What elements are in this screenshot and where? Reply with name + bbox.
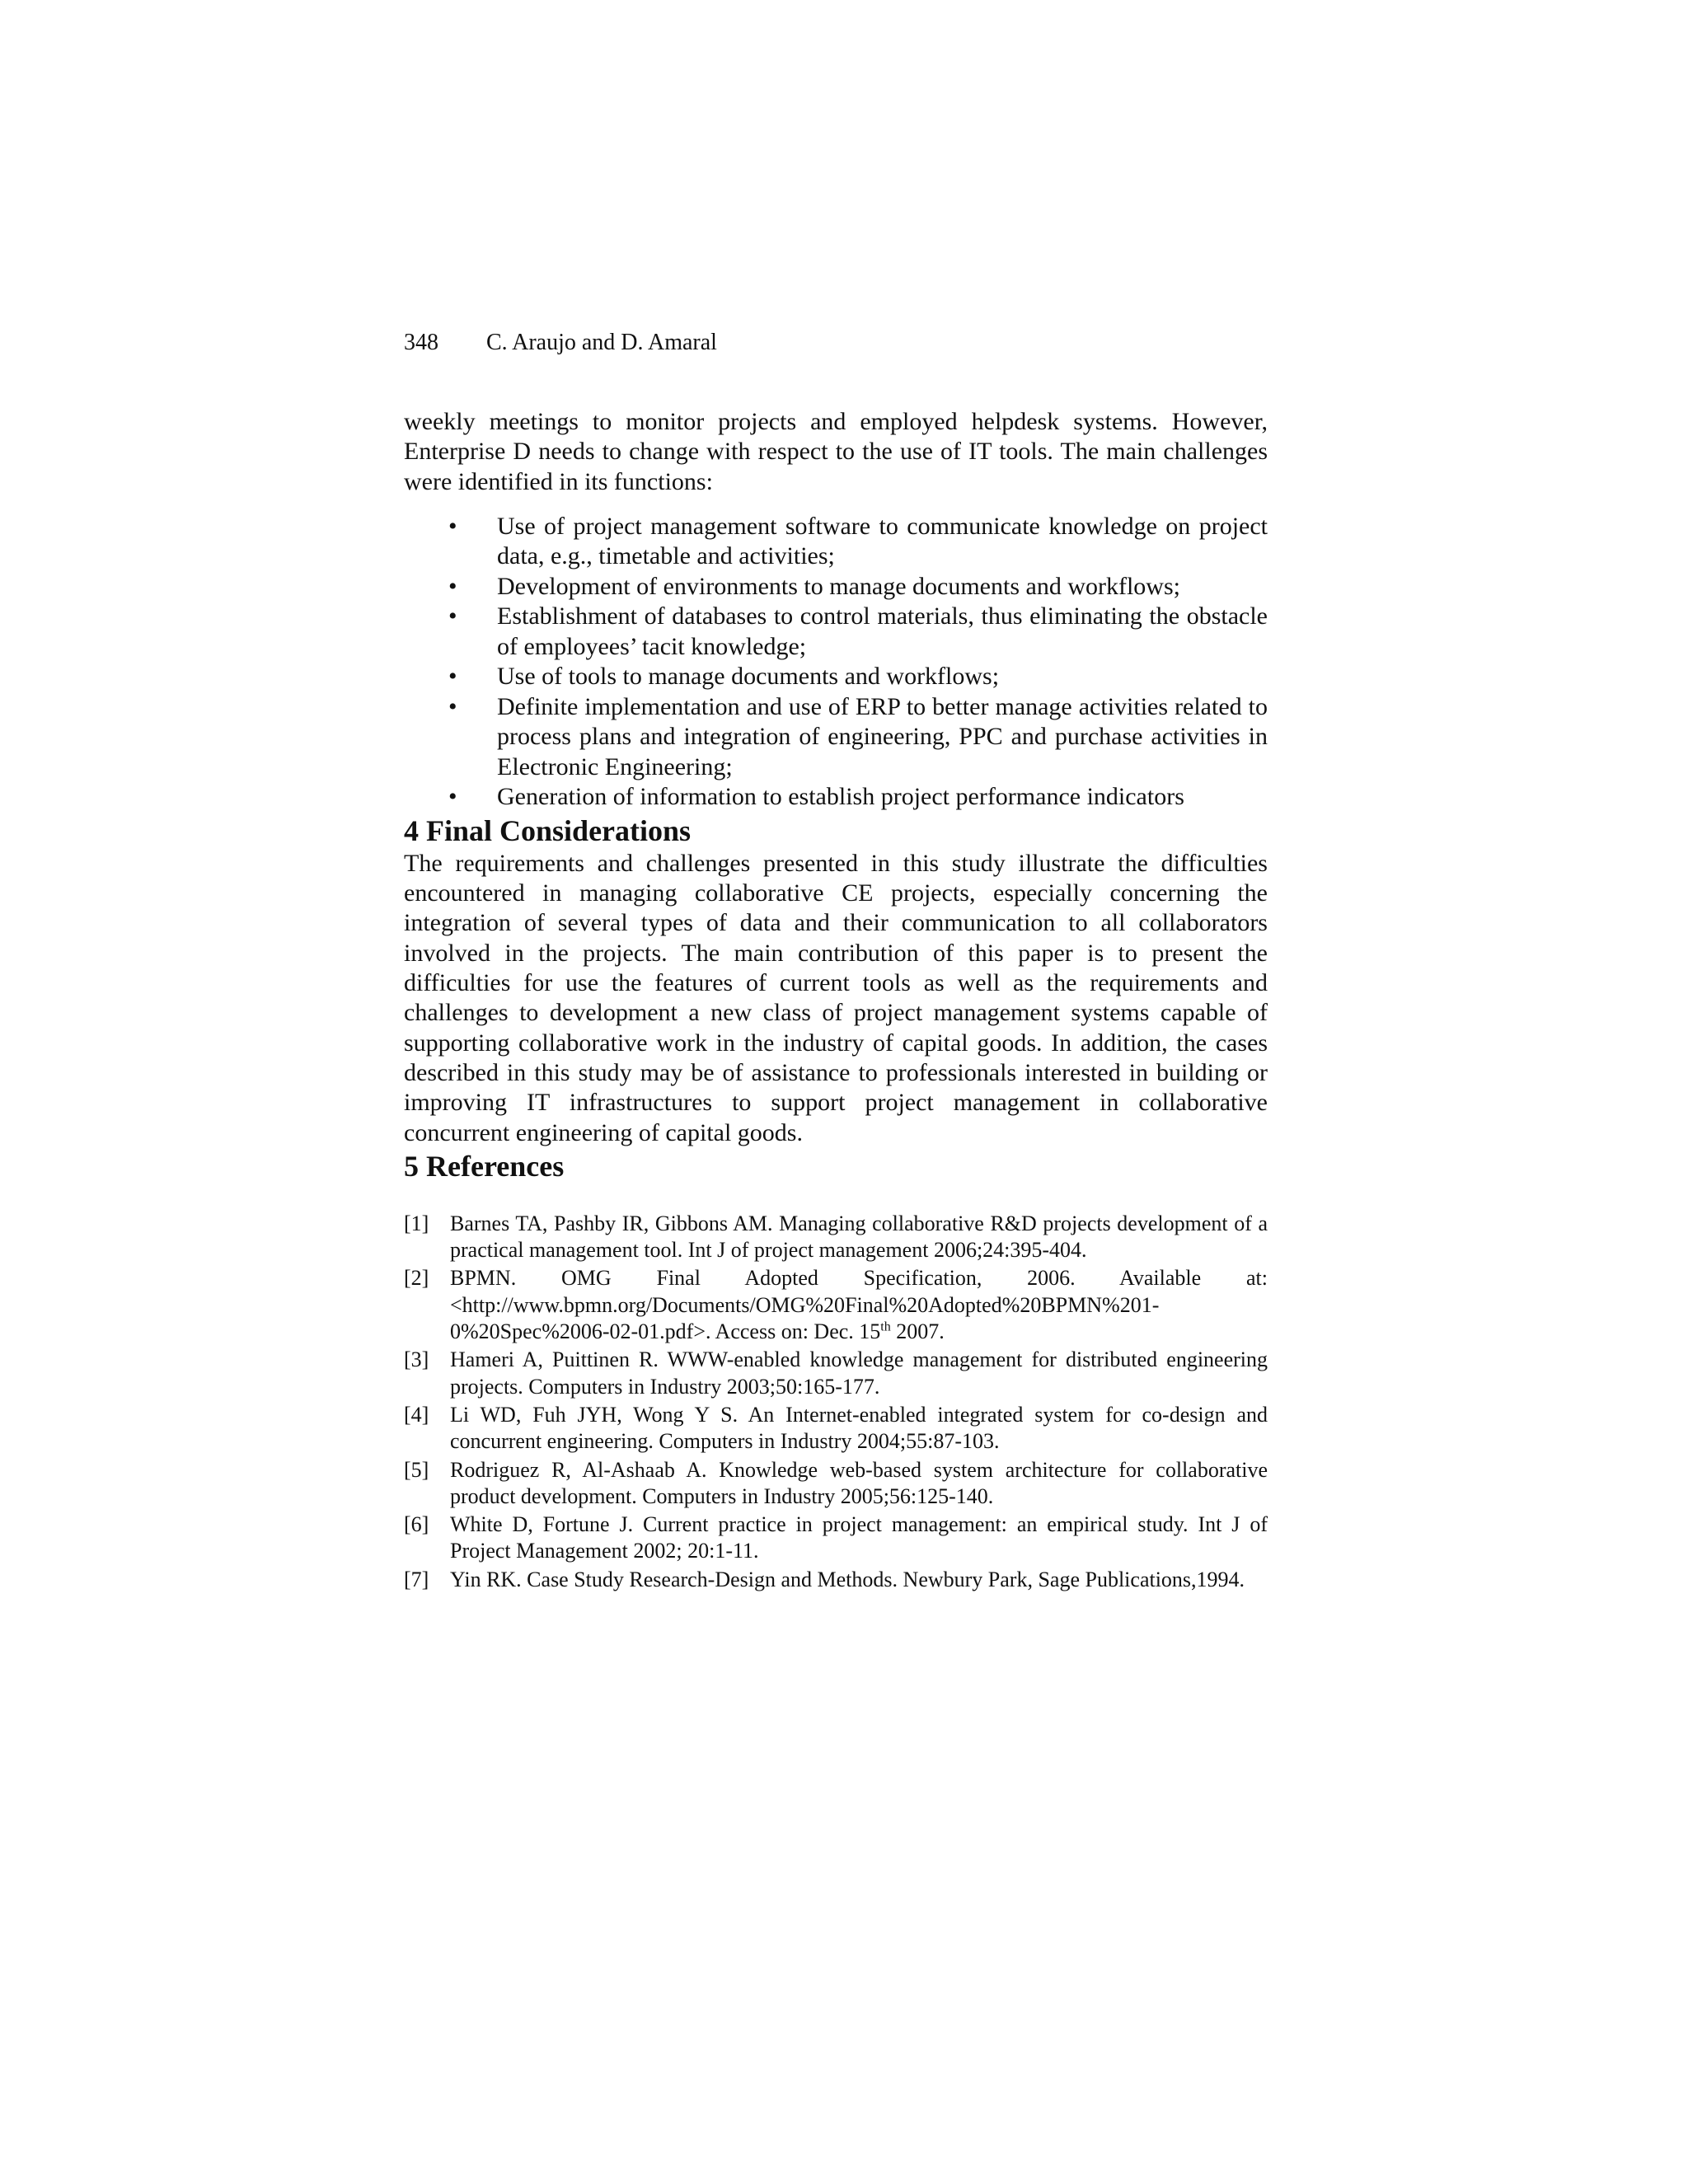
reference-item	[404, 1402, 1268, 1455]
challenges-list	[404, 512, 1268, 813]
reference-number: [6]	[404, 1512, 429, 1537]
list-item-text: Establishment of databases to control materials, thus eliminating the obstacle of employees’ tacit knowledge;	[497, 602, 1268, 660]
reference-text: Barnes TA, Pashby IR, Gibbons AM. Managing collaborative R&D projects development of a practical management tool. Int J of project management 2006;24:395-404.	[450, 1211, 1268, 1263]
list-item-text: Development of environments to manage documents and workflows;	[497, 572, 1180, 600]
section-heading-final-considerations: 4 Final Considerations	[404, 813, 692, 847]
reference-url: <http://www.bpmn.org/Documents/OMG%20Final%20Adopted%20BPMN%201-	[450, 1292, 1160, 1317]
reference-line: BPMN. OMG Final Adopted Specification, 2006. Available at:	[450, 1266, 1268, 1291]
bullet-icon: •	[448, 783, 457, 811]
reference-number: [5]	[404, 1457, 429, 1482]
list-item	[404, 692, 1268, 783]
reference-item	[404, 1457, 1268, 1511]
ordinal-suffix: th	[880, 1319, 891, 1334]
list-item	[404, 662, 1268, 692]
reference-item	[404, 1265, 1268, 1345]
list-item	[404, 782, 1268, 813]
section-heading-references: 5 References	[404, 1149, 565, 1183]
reference-number: [3]	[404, 1347, 429, 1372]
list-item-text: Definite implementation and use of ERP to better manage activities related to process plans and integration of engineering, PPC and purchase activities in Electronic Engineering;	[497, 692, 1268, 780]
reference-line: 0%20Spec%2006-02-01.pdf>. Access on: Dec. 15	[450, 1319, 881, 1344]
reference-text: Li WD, Fuh JYH, Wong Y S. An Internet-enabled integrated system for co-design and concurrent engineering. Computers in Industry 2004;55:87-103.	[450, 1402, 1268, 1454]
reference-number: [1]	[404, 1211, 429, 1235]
list-item	[404, 512, 1268, 572]
reference-item	[404, 1347, 1268, 1400]
reference-item	[404, 1567, 1268, 1593]
running-authors: C. Araujo and D. Amaral	[486, 330, 717, 355]
list-item	[404, 602, 1268, 662]
reference-number: [4]	[404, 1402, 429, 1427]
reference-list	[404, 1211, 1268, 1593]
list-item-text: Use of tools to manage documents and workflows;	[497, 663, 1000, 691]
bullet-icon: •	[448, 512, 457, 540]
reference-text	[450, 1265, 1268, 1345]
reference-number: [7]	[404, 1567, 429, 1591]
list-item-text: Generation of information to establish project performance indicators	[497, 783, 1184, 811]
bullet-icon: •	[448, 572, 457, 600]
reference-text: Yin RK. Case Study Research-Design and Methods. Newbury Park, Sage Publications,1994.	[450, 1567, 1245, 1591]
list-item-text: Use of project management software to communicate knowledge on project data, e.g., timetable and activities;	[497, 512, 1268, 570]
reference-text: Rodriguez R, Al-Ashaab A. Knowledge web-based system architecture for collaborative product development. Computers in Industry 2005;56:125-140.	[450, 1457, 1268, 1508]
running-header	[404, 330, 717, 356]
reference-item	[404, 1211, 1268, 1264]
reference-item	[404, 1511, 1268, 1565]
final-considerations-paragraph: The requirements and challenges presented in this study illustrate the difficulties encountered in managing collaborative CE projects, especially concerning the integration of several types of data and their communication to all collaborators involved in the projects. The main contribution of this paper is to present the difficulties for use the features of current tools as well as the requirements and challenges to development a new class of project management systems capable of supporting collaborative work in the industry of capital goods. In addition, the cases described in this study may be of assistance to professionals interested in building or improving IT infrastructures to support project management in collaborative concurrent engineering of capital goods.	[404, 849, 1268, 1146]
bullet-icon: •	[448, 663, 457, 691]
list-item	[404, 572, 1268, 602]
bullet-icon: •	[448, 602, 457, 630]
bullet-icon: •	[448, 692, 457, 720]
page-number: 348	[404, 330, 438, 355]
reference-text: White D, Fortune J. Current practice in project management: an empirical study. Int J of Project Management 2002; 20:1-11.	[450, 1512, 1268, 1563]
reference-line: 2007.	[890, 1319, 945, 1344]
intro-paragraph: weekly meetings to monitor projects and employed helpdesk systems. However, Enterprise D needs to change with respect to the use of IT tools. The main challenges were identified in its functions:	[404, 408, 1268, 495]
reference-text: Hameri A, Puittinen R. WWW-enabled knowledge management for distributed engineering projects. Computers in Industry 2003;50:165-177.	[450, 1347, 1268, 1399]
page-body	[404, 407, 1268, 1595]
reference-number: [2]	[404, 1266, 429, 1291]
